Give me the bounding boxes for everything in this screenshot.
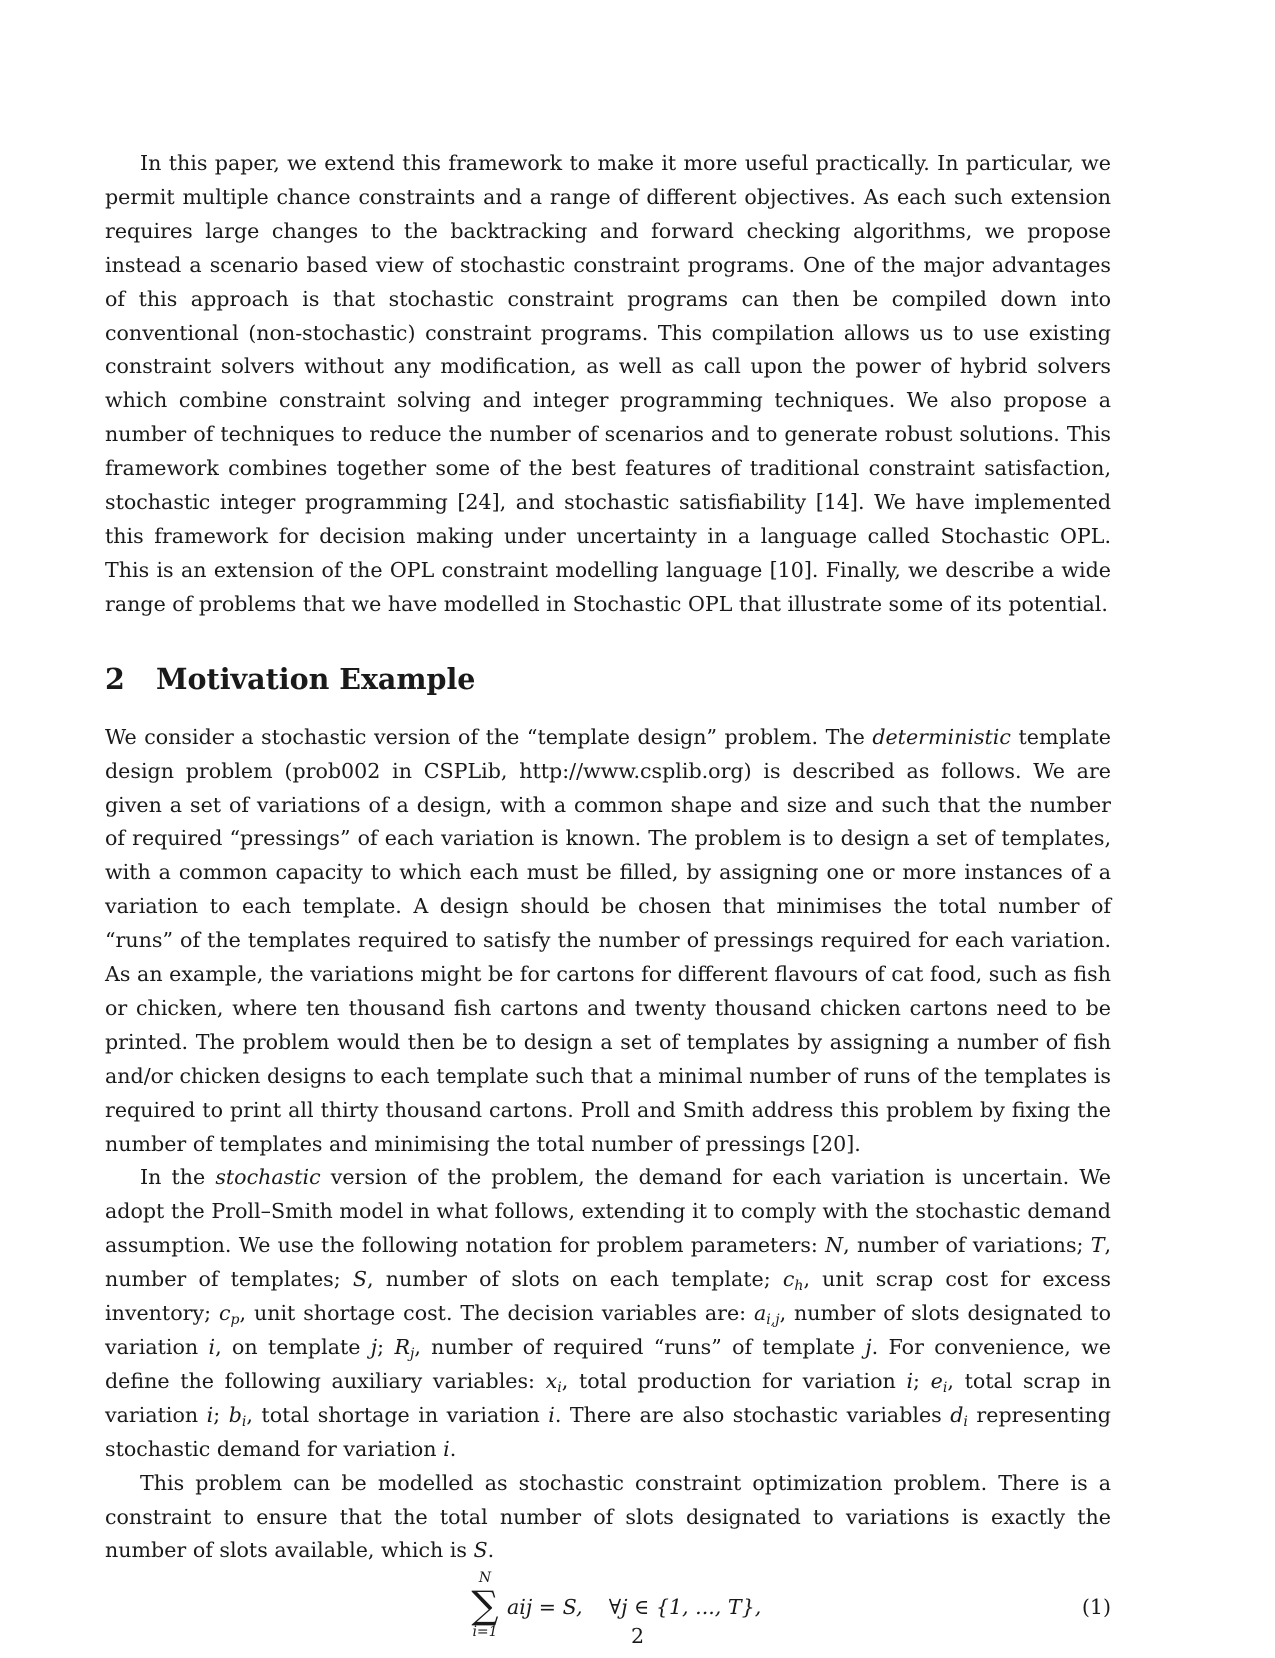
emphasis-deterministic: deterministic	[872, 724, 1011, 749]
sum-upper-limit: N	[478, 1570, 492, 1587]
sum-lower-limit: i=1	[472, 1624, 498, 1641]
sigma-symbol: ∑	[471, 1583, 499, 1628]
paragraph-constraint-intro: This problem can be modelled as stochastic constraint optimization problem. There is a constraint to ensure that the total number of slots designated to variations is exactly the number of slots available, which is S.	[105, 1470, 1111, 1563]
paragraph-problem-description	[105, 721, 1111, 1162]
text-run: template design problem (prob002 in CSPLib, http://www.csplib.org) is described as follows. We are given a set of variations of a design, with a common shape and size and such that the number of required “pressings” of each variation is known. The problem is to design a set of templates, with a common capacity to which each must be filled, by assigning one or more instances of a variation to each template. A design should be chosen that minimises the total number of “runs” of the templates required to satisfy the number of pressings required for each variation. As an example, the variations might be for cartons for different flavours of cat food, such as fish or chicken, where ten thousand fish cartons and twenty thousand chicken cartons need to be printed. The problem would then be to design a set of templates by assigning a number of fish and/or chicken designs to each template such that a minimal number of runs of the templates is required to print all thirty thousand cartons. Proll and Smith address this problem by fixing the number of templates and minimising the total number of pressings [20].	[105, 724, 1111, 1156]
emphasis-stochastic: stochastic	[215, 1165, 321, 1190]
intro-paragraph: In this paper, we extend this framework to make it more useful practically. In particular, we permit multiple chance constraints and a range of different objectives. As each such extension requires large changes to the backtracking and forward checking algorithms, we propose instead a scenario based view of stochastic constraint programs. One of the major advantages of this approach is that stochastic constraint programs can then be compiled down into conventional (non-stochastic) constraint programs. This compilation allows us to use existing constraint solvers without any modification, as well as call upon the power of hybrid solvers which combine constraint solving and integer programming techniques. We also propose a number of techniques to reduce the number of scenarios and to generate robust solutions. This framework combines together some of the best features of traditional constraint satisfaction, stochastic integer programming [24], and stochastic satisfiability [14]. We have implemented this framework for decision making under uncertainty in a language called Stochastic OPL. This is an extension of the OPL constraint modelling language [10]. Finally, we describe a wide range of problems that we have modelled in Stochastic OPL that illustrate some of its potential.	[105, 151, 1111, 616]
paragraph-stochastic-notation: In the stochastic version of the problem, the demand for each variation is uncertain. We adopt the Proll–Smith model in what follows, extending it to comply with the stochastic demand assumption. We use the following notation for problem parameters: N, number of variations; T, number of templates; S, number of slots on each template; $c_h$, unit scrap cost for excess inventory; $c_p$, unit shortage cost. The decision variables are: $a_{i,j}$, number of slots designated to variation i, on template j; $R_j$, number of required “runs” of template j. For convenience, we define the following auxiliary variables: $x_i$, total production for variation i; $e_i$, total scrap in variation i; $b_i$, total shortage in variation i. There are also stochastic variables $d_i$ representing stochastic demand for variation i.	[105, 1165, 1112, 1461]
section-number: 2	[105, 661, 125, 696]
equation-body: aij = S, ∀j ∈ {1, ..., T},	[507, 1595, 762, 1620]
page-body	[105, 147, 1111, 1658]
section-heading	[105, 659, 1111, 699]
page-number: 2	[630, 1624, 645, 1648]
section-title: Motivation Example	[156, 661, 476, 696]
equation-number: (1)	[1081, 1595, 1111, 1620]
text-run: We consider a stochastic version of the “template design” problem. The	[105, 724, 873, 749]
